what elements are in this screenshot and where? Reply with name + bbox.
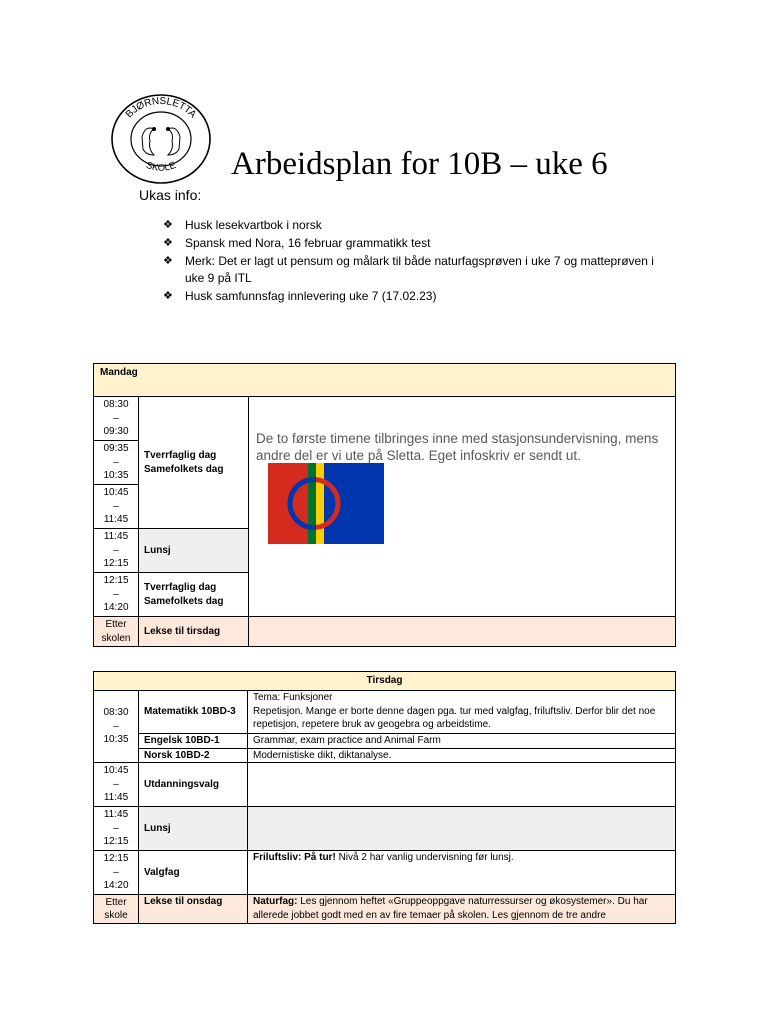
subject-cell: Matematikk 10BD-3	[139, 691, 248, 734]
sami-flag	[268, 463, 384, 544]
list-item: ❖ Spansk med Nora, 16 februar grammatikk test	[163, 236, 431, 250]
subject-cell: Lunsj	[139, 529, 249, 573]
diamond-bullet-icon: ❖	[163, 237, 173, 249]
monday-header: Mandag	[94, 364, 676, 397]
content-cell: Friluftsliv: På tur! Nivå 2 har vanlig undervisning før lunsj.	[248, 851, 676, 895]
time-slot: 09:35 – 10:35	[94, 441, 139, 485]
content-cell	[248, 763, 676, 807]
after-school-cell: Etter skolen	[94, 617, 139, 647]
homework-cell	[249, 617, 676, 647]
list-item: ❖ Husk samfunnsfag innlevering uke 7 (17.02.23)	[163, 288, 437, 303]
content-cell: Modernistiske dikt, diktanalyse.	[248, 748, 676, 763]
time-slot: 08:30 – 09:30	[94, 397, 139, 441]
list-item: ❖ Husk lesekvartbok i norsk	[163, 218, 322, 232]
week-info-label: Ukas info:	[139, 187, 202, 203]
diamond-bullet-icon: ❖	[163, 255, 173, 267]
list-item: ❖ Merk: Det er lagt ut pensum og målark til både naturfagsprøven i uke 7 og matteprøven i uke 9 på ITL	[163, 254, 654, 285]
monday-note: De to første timene tilbringes inne med stasjonsundervisning, mens andre del er vi ute på Sletta. Eget infoskriv er sendt ut.	[256, 431, 659, 463]
time-slot: 10:45 – 11:45	[94, 485, 139, 529]
page-title: Arbeidsplan for 10B – uke 6	[231, 146, 608, 182]
tuesday-header: Tirsdag	[94, 672, 676, 691]
subject-cell: Utdanningsvalg	[139, 763, 248, 807]
logo-text: BJØRNSLETTA	[123, 95, 199, 121]
time-slot: 12:15 – 14:20	[94, 573, 139, 617]
subject-cell: Engelsk 10BD-1	[139, 734, 248, 749]
diamond-bullet-icon: ❖	[163, 219, 173, 231]
diamond-bullet-icon: ❖	[163, 289, 173, 302]
subject-cell: Lunsj	[139, 807, 248, 851]
subject-cell: Norsk 10BD-2	[139, 748, 248, 763]
content-cell	[248, 807, 676, 851]
time-slot: 10:45 – 11:45	[94, 763, 139, 807]
after-school-cell: Etter skole	[94, 895, 139, 924]
content-cell: Grammar, exam practice and Animal Farm	[248, 734, 676, 749]
subject-cell: Valgfag	[139, 851, 248, 895]
homework-label: Lekse til onsdag	[139, 895, 248, 924]
school-logo	[110, 93, 212, 185]
time-slot: 11:45 – 12:15	[94, 529, 139, 573]
homework-cell: Naturfag: Les gjennom heftet «Gruppeoppgave naturressurser og økosystemer». Du har allerede jobbet godt med en av fire temaer på skolen. Les gjennom de tre andre	[248, 895, 676, 924]
content-cell: Tema: Funksjoner Repetisjon. Mange er borte denne dagen pga. tur med valgfag, friluftsliv. Derfor blir det noe repetisjon, repetere bruk av geogebra og arbeidstime.	[248, 691, 676, 734]
tuesday-table	[93, 671, 676, 924]
time-slot: 11:45 – 12:15	[94, 807, 139, 851]
svg-text:SKOLE: SKOLE	[144, 159, 178, 174]
subject-cell: Tverrfaglig dag Samefolkets dag	[139, 397, 249, 529]
homework-label: Lekse til tirsdag	[139, 617, 249, 647]
monday-table	[93, 363, 676, 647]
time-slot: 08:30 – 10:35	[94, 691, 139, 763]
subject-cell: Tverrfaglig dag Samefolkets dag	[139, 573, 249, 617]
week-info-list	[163, 217, 655, 306]
time-slot: 12:15 – 14:20	[94, 851, 139, 895]
